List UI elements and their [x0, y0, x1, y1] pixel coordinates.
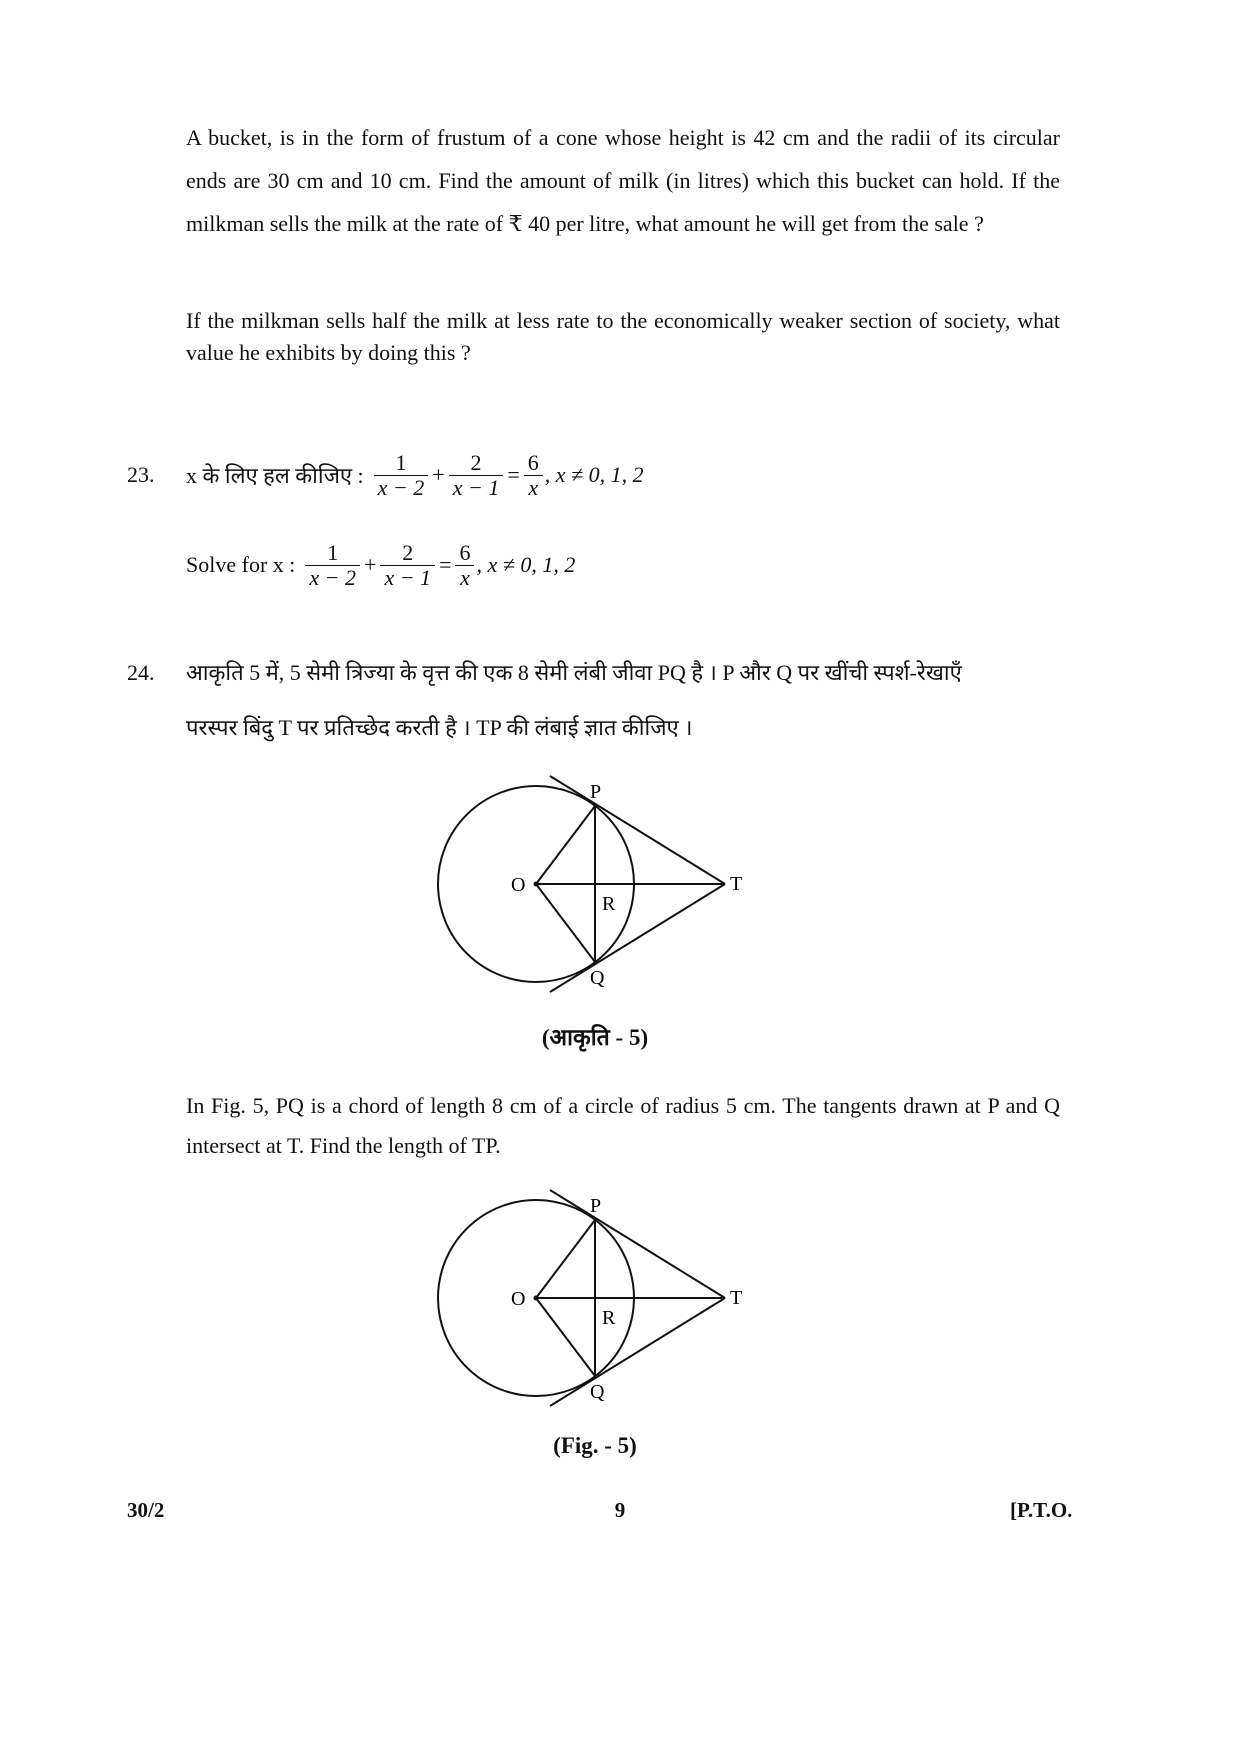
fraction-1: [305, 541, 360, 590]
q24-english-text: In Fig. 5, PQ is a chord of length 8 cm of a circle of radius 5 cm. The tangents drawn at P and Q intersect at T. Find the length of TP.: [186, 1093, 1060, 1158]
label-Q: Q: [590, 1381, 605, 1403]
circle-tangent-figure-english: [430, 1184, 760, 1409]
q22-paragraph-1: A bucket, is in the form of frustum of a cone whose height is 42 cm and the radii of its circular ends are 30 cm and 10 cm. Find the amount of milk (in litres) which this bucket can hold. If the milkman sells the milk at the rate of ₹ 40 per litre, what amount he will get from the sale ?: [186, 125, 1060, 236]
q23-condition: , x ≠ 0, 1, 2: [544, 462, 644, 487]
q23-hindi-prefix: x के लिए हल कीजिए :: [186, 463, 364, 488]
radius-OQ: [536, 1298, 595, 1376]
fraction-2: [449, 451, 504, 500]
fraction-1-denominator: x − 2: [374, 475, 429, 500]
q24-hindi-line-2: परस्पर बिंदु T पर प्रतिच्छेद करती है । TP की लंबाई ज्ञात कीजिए ।: [186, 715, 693, 740]
center-point: [534, 882, 539, 887]
label-P: P: [590, 1195, 602, 1217]
circle-tangent-figure-hindi: [430, 770, 760, 995]
fraction-2-denominator: x − 1: [449, 475, 504, 500]
fraction-3-denominator: x: [524, 475, 543, 500]
label-R: R: [602, 1307, 616, 1329]
fraction-3-numerator: 6: [459, 539, 471, 565]
label-O: O: [511, 1288, 526, 1310]
q22-paragraph-2: If the milkman sells half the milk at less rate to the economically weaker section of society, what value he exhibits by doing this ?: [186, 308, 1060, 365]
radius-OP: [536, 1220, 595, 1298]
fraction-2-denominator: x − 1: [380, 565, 435, 590]
q23-condition: , x ≠ 0, 1, 2: [476, 552, 576, 577]
label-O: O: [511, 874, 526, 896]
figure-caption-hindi: (आकृति - 5): [541, 1025, 649, 1050]
fraction-3-denominator: x: [455, 565, 474, 590]
fraction-3-numerator: 6: [527, 449, 539, 475]
plus-sign: +: [364, 552, 377, 577]
q24-number: 24.: [127, 660, 155, 685]
equals-sign: =: [439, 552, 452, 577]
fraction-1: [374, 451, 429, 500]
fraction-3: [524, 451, 543, 500]
q23-english-equation: [186, 535, 575, 595]
label-P: P: [590, 781, 602, 803]
fraction-2: [380, 541, 435, 590]
center-point: [534, 1296, 539, 1301]
equals-sign: =: [507, 462, 520, 487]
fraction-1-numerator: 1: [395, 449, 407, 475]
q23-hindi-equation: [186, 445, 644, 505]
label-Q: Q: [590, 967, 605, 989]
fraction-2-numerator: 2: [402, 539, 414, 565]
q23-number: 23.: [127, 462, 155, 487]
radius-OP: [536, 806, 595, 884]
page-number: 9: [614, 1498, 626, 1522]
q23-english-prefix: Solve for x :: [186, 552, 296, 577]
label-T: T: [730, 873, 743, 895]
radius-OQ: [536, 884, 595, 962]
fraction-2-numerator: 2: [470, 449, 482, 475]
label-R: R: [602, 893, 616, 915]
q24-hindi-line-1: आकृति 5 में, 5 सेमी त्रिज्या के वृत्त की एक 8 सेमी लंबी जीवा PQ है । P और Q पर खींची स्पर्श-रेखाएँ: [186, 660, 962, 685]
fraction-1-denominator: x − 2: [305, 565, 360, 590]
fraction-3: [455, 541, 474, 590]
plus-sign: +: [432, 462, 445, 487]
fraction-1-numerator: 1: [327, 539, 339, 565]
paper-code: 30/2: [127, 1498, 165, 1522]
label-T: T: [730, 1287, 743, 1309]
figure-caption-english: (Fig. - 5): [553, 1433, 637, 1458]
pto-marker: [P.T.O.: [1010, 1498, 1073, 1522]
